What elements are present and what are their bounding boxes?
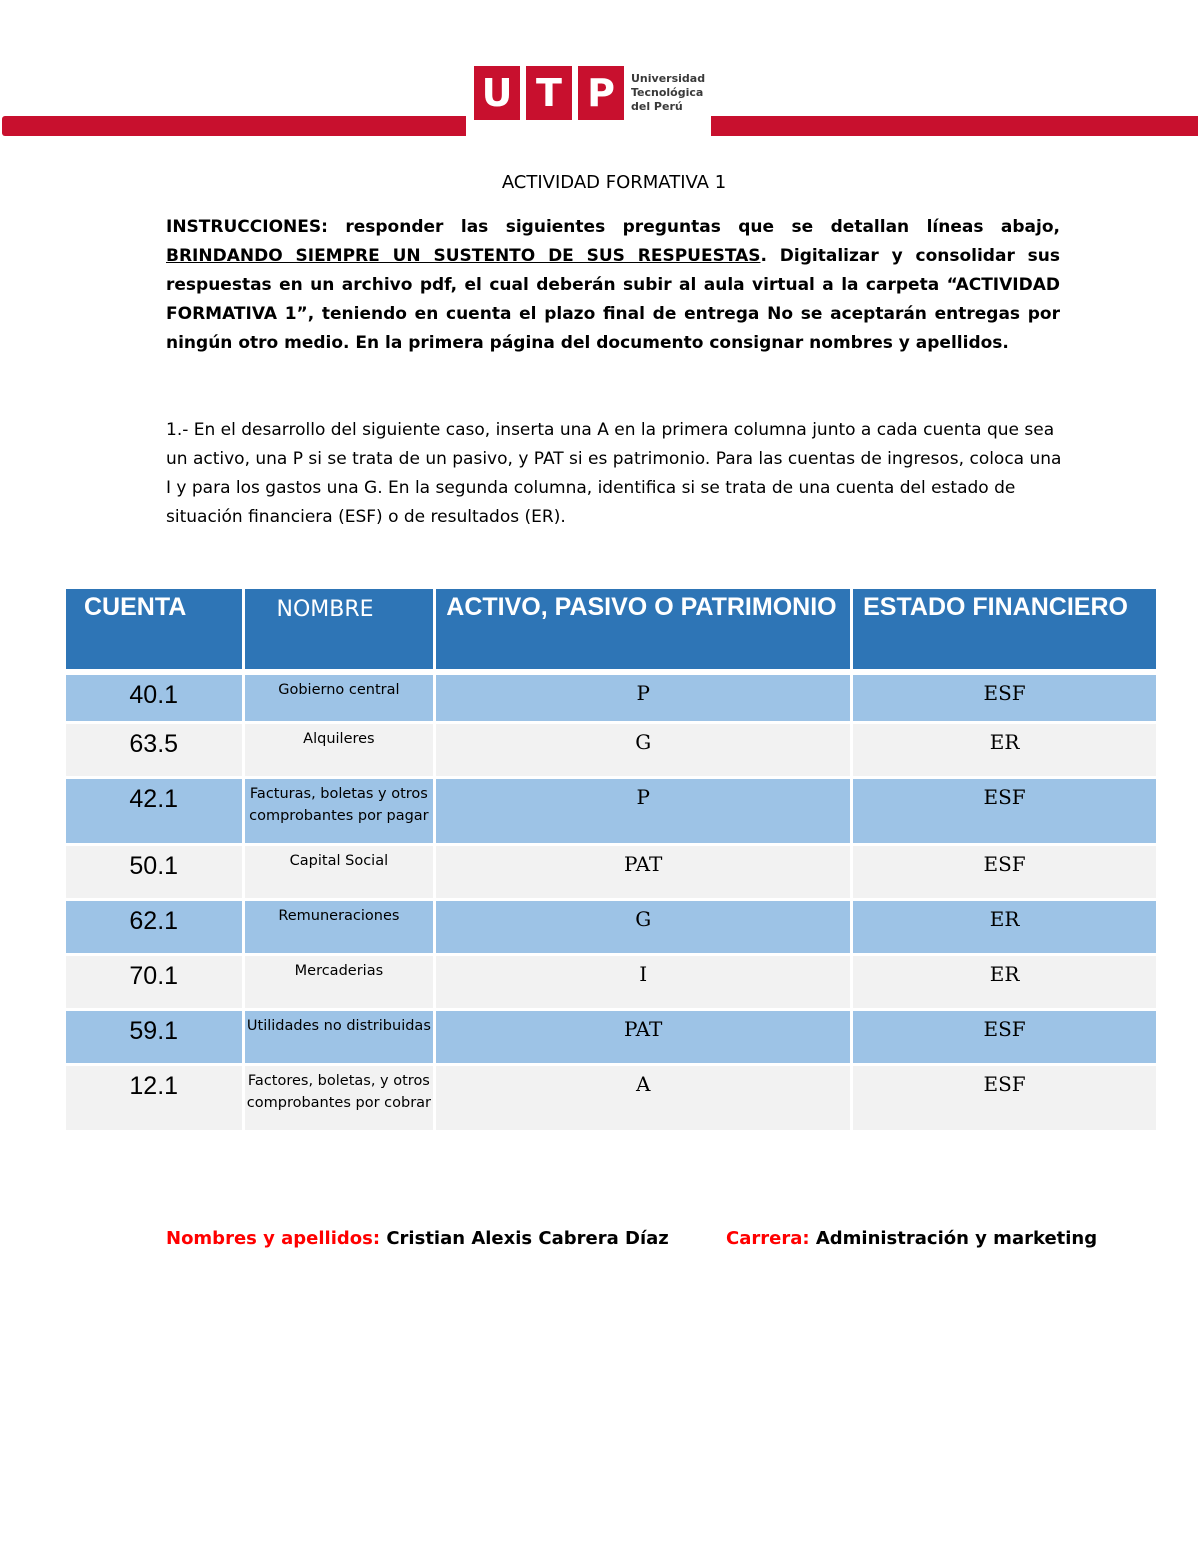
cell-tipo: G [436,901,850,956]
header-red-bar-left [2,116,466,136]
cell-cuenta: 63.5 [66,724,242,779]
cell-nombre: Capital Social [245,846,434,901]
header-tipo: ACTIVO, PASIVO O PATRIMONIO [436,589,850,675]
table-row [66,675,1156,724]
table-row [66,846,1156,901]
cell-estado: ESF [853,779,1156,846]
instructions-text: INSTRUCCIONES: responder las siguientes preguntas que se detallan líneas abajo, [166,217,1060,237]
cell-estado: ESF [853,1066,1156,1133]
cell-nombre: Gobierno central [245,675,434,724]
table-row [66,724,1156,779]
cell-cuenta: 70.1 [66,956,242,1011]
cell-estado: ER [853,901,1156,956]
career [726,1228,1097,1249]
cell-nombre: Utilidades no distribuidas [245,1011,434,1066]
logo-text-line: Universidad [631,72,706,85]
career-label: Carrera: [726,1228,810,1249]
cell-cuenta: 50.1 [66,846,242,901]
cell-tipo: I [436,956,850,1011]
instructions-text-continued: . Digitalizar y consolidar sus respuestas en un archivo pdf, el cual deberán subir al aula virtual a la carpeta “ACTIVIDAD FORMATIVA 1”, teniendo en cuenta el plazo final de entrega No se aceptarán entregas por ningún otro medio. En la primera página del documento consignar nombres y apellidos. [166,246,1061,353]
cell-tipo: A [436,1066,850,1133]
cell-estado: ESF [853,1011,1156,1066]
table-row [66,901,1156,956]
logo-letter-u: U [474,66,520,120]
logo-letter-t: T [526,66,572,120]
header-cuenta: CUENTA [66,589,242,675]
cell-cuenta: 59.1 [66,1011,242,1066]
career-value: Administración y marketing [815,1228,1098,1249]
instructions-paragraph [166,213,1060,358]
logo-text-line: Tecnológica [631,86,704,99]
logo-university-name [631,72,721,114]
table-row [66,1066,1156,1133]
cell-estado: ESF [853,675,1156,724]
header-nombre: NOMBRE [245,589,434,675]
cell-cuenta: 40.1 [66,675,242,724]
question-1: 1.- En el desarrollo del siguiente caso, inserta una A en la primera columna junto a cada cuenta que sea un activo, una P si se trata de un pasivo, y PAT si es patrimonio. Para las cuentas de ingresos, coloca una I y para los gastos una G. En la segunda columna, identifica si se trata de una cuenta del estado de situación financiera (ESF) o de resultados (ER). [166,420,1062,527]
cell-tipo: P [436,779,850,846]
cell-tipo: PAT [436,1011,850,1066]
cell-nombre: Alquileres [245,724,434,779]
header-estado: ESTADO FINANCIERO [853,589,1156,675]
cell-estado: ER [853,724,1156,779]
table-header-row [66,589,1156,675]
student-name-value: Cristian Alexis Cabrera Díaz [386,1228,669,1249]
logo-text-line: del Perú [631,100,683,113]
utp-logo [474,66,710,122]
cell-cuenta: 12.1 [66,1066,242,1133]
cell-estado: ER [853,956,1156,1011]
document-title: ACTIVIDAD FORMATIVA 1 [501,172,727,193]
header-red-bar-right [711,116,1198,136]
cell-estado: ESF [853,846,1156,901]
cell-tipo: G [436,724,850,779]
cell-tipo: P [436,675,850,724]
cell-tipo: PAT [436,846,850,901]
cell-nombre: Factores, boletas, y otros comprobantes por cobrar [245,1066,434,1133]
cell-cuenta: 62.1 [66,901,242,956]
accounts-table [63,589,1159,1133]
table-row [66,1011,1156,1066]
table-row [66,956,1156,1011]
instructions-emphasis: BRINDANDO SIEMPRE UN SUSTENTO DE SUS RESPUESTAS [166,246,761,266]
cell-cuenta: 42.1 [66,779,242,846]
logo-letter-p: P [578,66,624,120]
cell-nombre: Facturas, boletas y otros comprobantes por pagar [245,779,434,846]
table-row [66,779,1156,846]
student-name-label: Nombres y apellidos: [166,1228,381,1249]
student-name [166,1228,669,1249]
cell-nombre: Remuneraciones [245,901,434,956]
cell-nombre: Mercaderias [245,956,434,1011]
